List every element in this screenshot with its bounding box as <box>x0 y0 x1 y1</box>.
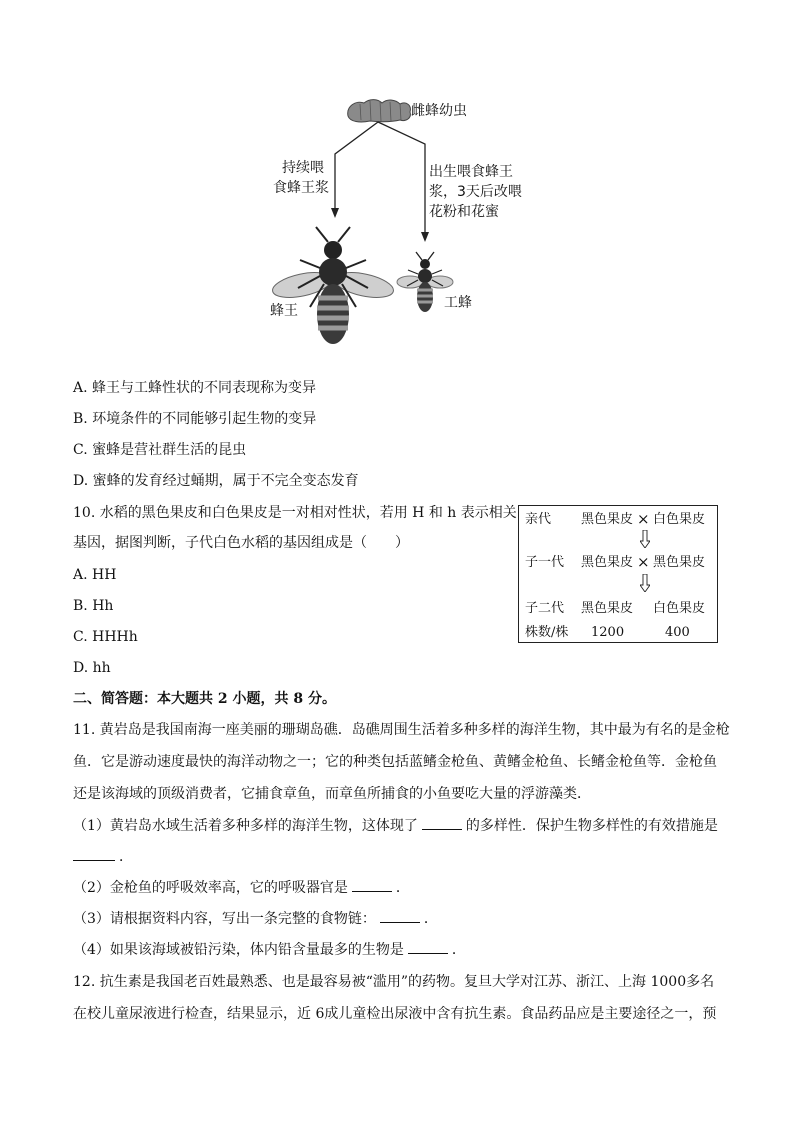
parent-left-phenotype: 黑色果皮 <box>581 512 634 527</box>
q11-sub1-blank-1[interactable] <box>422 817 462 830</box>
down-arrow-icon <box>640 574 650 592</box>
f2-left-phenotype: 黑色果皮 <box>581 601 634 616</box>
q10-option-a[interactable]: A. HH <box>73 567 117 583</box>
f1-right-phenotype: 黑色果皮 <box>653 555 706 570</box>
branch-lines <box>335 122 425 238</box>
worker-label: 工蜂 <box>444 295 472 311</box>
down-arrow-icon <box>640 530 650 548</box>
q11-sub4-blank[interactable] <box>408 941 448 954</box>
q10-stem-line-1: 10. 水稻的黑色果皮和白色果皮是一对相对性状，若用 H 和 h 表示相关 <box>73 505 517 521</box>
q9-option-d[interactable]: D. 蜜蜂的发育经过蛹期，属于不完全变态发育 <box>73 473 359 489</box>
q11-sub3-blank[interactable] <box>380 910 420 923</box>
parent-cross-sign: × <box>637 510 650 528</box>
q11-sub1-line-2 <box>73 847 133 867</box>
q11-sub4-text-b: ． <box>451 942 466 958</box>
q11-sub1-line <box>73 816 718 836</box>
q11-paragraph-line-3: 还是该海域的顶级消费者，它捕食章鱼，而章鱼所捕食的小鱼要吃大量的浮游藻类． <box>73 786 591 802</box>
q11-sub2-line <box>73 878 410 898</box>
right-arrow-head <box>421 232 429 242</box>
larva-label: 雌蜂幼虫 <box>411 103 467 119</box>
left-branch-label-1: 持续喂 <box>282 160 324 176</box>
q10-option-d[interactable]: D. hh <box>73 660 111 676</box>
q10-option-b[interactable]: B. Hh <box>73 598 114 614</box>
q11-sub2-blank[interactable] <box>352 879 392 892</box>
right-branch-label-1: 出生喂食蜂王 <box>429 164 513 180</box>
q11-sub3-text-b: ． <box>423 911 438 927</box>
q9-option-a[interactable]: A. 蜂王与工蜂性状的不同表现称为变异 <box>73 380 317 396</box>
q9-option-b[interactable]: B. 环境条件的不同能够引起生物的变异 <box>73 411 317 427</box>
f1-cross-sign: × <box>637 553 650 571</box>
q11-sub1-text-b: 的多样性．保护生物多样性的有效措施是 <box>465 818 718 834</box>
larva-icon <box>348 100 411 122</box>
q11-sub3-text-a: （3）请根据资料内容，写出一条完整的食物链： <box>73 911 376 927</box>
count-right-value: 400 <box>665 625 690 640</box>
q9-option-c[interactable]: C. 蜜蜂是营社群生活的昆虫 <box>73 442 247 458</box>
queen-label: 蜂王 <box>270 303 298 319</box>
left-branch-label-2: 食蜂王浆 <box>273 180 329 196</box>
f1-label: 子一代 <box>525 555 565 570</box>
q11-sub4-line <box>73 940 466 960</box>
f1-left-phenotype: 黑色果皮 <box>581 555 634 570</box>
q11-sub1-text-a: （1）黄岩岛水域生活着多种多样的海洋生物，这体现了 <box>73 818 418 834</box>
q11-sub3-line <box>73 909 438 929</box>
right-branch-label-3: 花粉和花蜜 <box>429 204 499 220</box>
q11-sub2-text-a: （2）金枪鱼的呼吸效率高，它的呼吸器官是 <box>73 880 348 896</box>
queen-bee-icon <box>270 227 395 344</box>
q11-paragraph-line-1: 11. 黄岩岛是我国南海一座美丽的珊瑚岛礁．岛礁周围生活着多种多样的海洋生物，其中最为有名的是金枪 <box>73 722 730 738</box>
q10-stem-line-2: 基因，据图判断，子代白色水稻的基因组成是（ ） <box>73 535 409 551</box>
count-label: 株数/株 <box>525 625 569 640</box>
section-heading: 二、简答题：本大题共 2 小题，共 8 分。 <box>73 691 336 707</box>
q11-sub4-text-a: （4）如果该海域被铅污染，体内铅含量最多的生物是 <box>73 942 404 958</box>
q12-paragraph-line-1: 12. 抗生素是我国老百姓最熟悉、也是最容易被“滥用”的药物。复旦大学对江苏、浙江、上海 1000多名 <box>73 974 715 990</box>
parent-right-phenotype: 白色果皮 <box>653 512 706 527</box>
q11-paragraph-line-2: 鱼．它是游动速度最快的海洋动物之一；它的种类包括蓝鳍金枪鱼、黄鳍金枪鱼、长鳍金枪鱼等．金枪鱼 <box>73 754 717 770</box>
parent-label: 亲代 <box>525 512 552 527</box>
q11-sub2-text-b: ． <box>395 880 410 896</box>
left-arrow-head <box>331 208 339 218</box>
f2-right-phenotype: 白色果皮 <box>653 601 706 616</box>
count-left-value: 1200 <box>591 625 625 640</box>
q11-sub1-blank-2[interactable] <box>73 848 115 861</box>
genetic-cross-table <box>518 505 718 643</box>
q11-sub1-text-c: ． <box>119 849 133 865</box>
right-branch-label-2: 浆，3天后改喂 <box>429 184 522 200</box>
q10-option-c[interactable]: C. HHHh <box>73 629 138 645</box>
q12-paragraph-line-2: 在校儿童尿液进行检查，结果显示，近 6成儿童检出尿液中含有抗生素。食品药品应是主要途径之一，预 <box>73 1006 717 1022</box>
f2-label: 子二代 <box>525 601 565 616</box>
